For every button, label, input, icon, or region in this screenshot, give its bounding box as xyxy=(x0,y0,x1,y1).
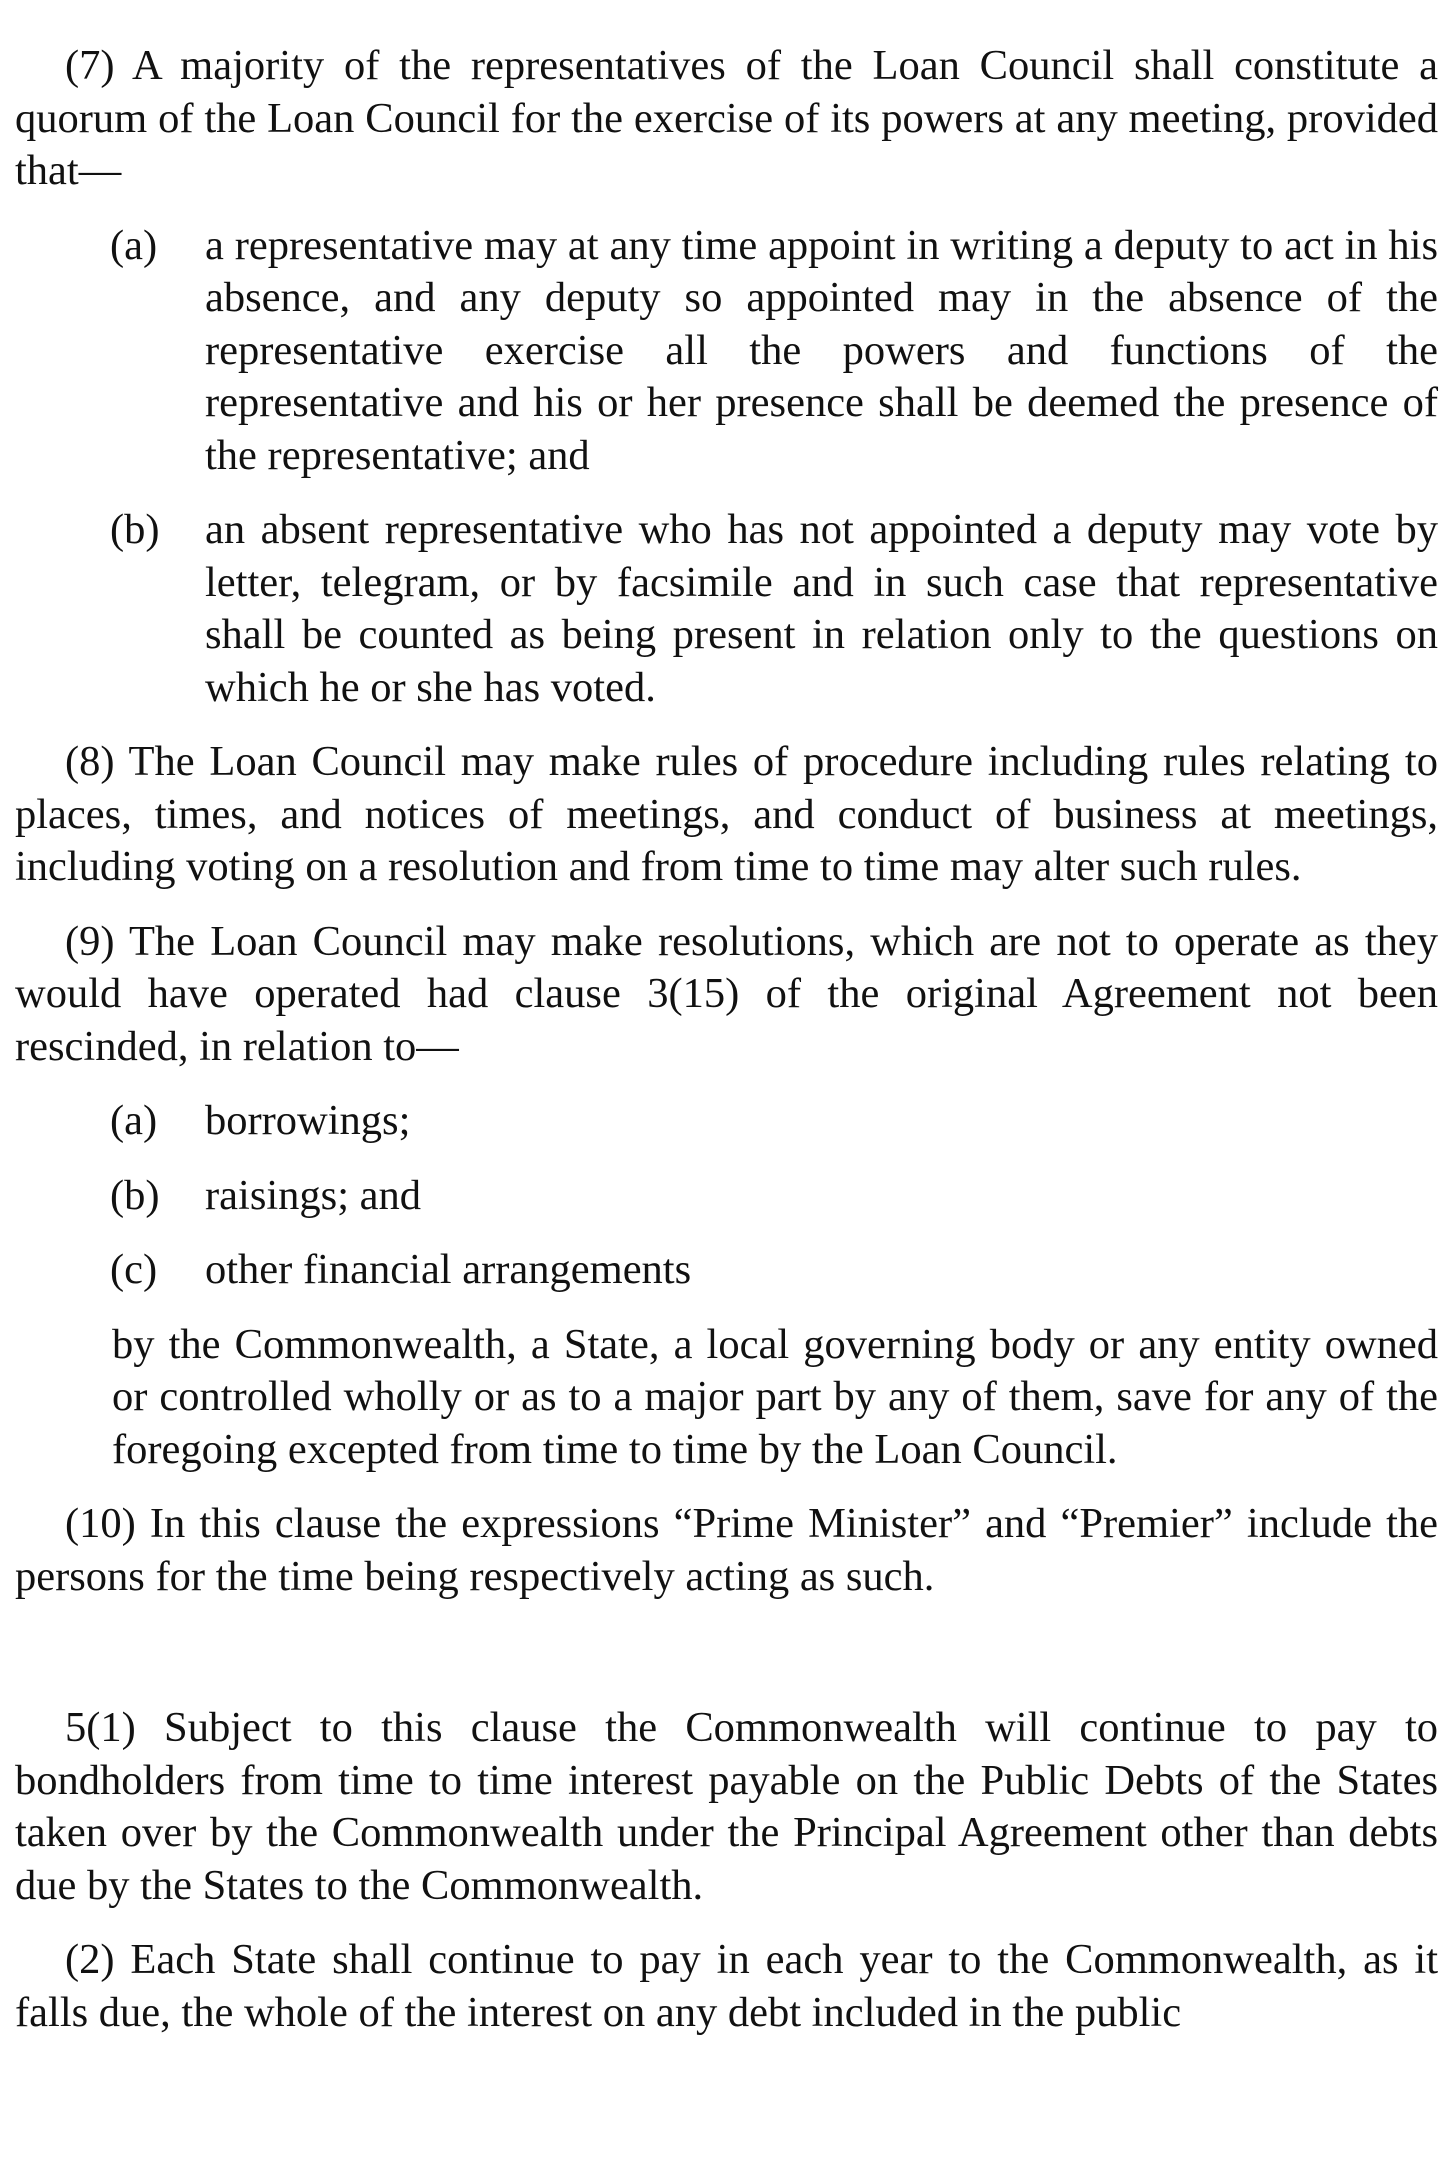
list-item xyxy=(15,1244,1438,1297)
paragraph-7: (7) A majority of the representatives of the Loan Council shall constitute a quorum of the Loan Council for the exercise of its powers at any meeting, provided that— xyxy=(15,42,1438,194)
section-gap xyxy=(15,1603,1438,1702)
item-label: (a) xyxy=(110,221,158,269)
item-text: raisings; and xyxy=(205,1171,422,1219)
paragraph-10: (10) In this clause the expressions “Prime Minister” and “Premier” include the persons for the time being respectively acting as such. xyxy=(15,1500,1438,1600)
item-label: (a) xyxy=(110,1097,158,1144)
item-label: (b) xyxy=(110,506,160,553)
paragraph-9-tail: by the Commonwealth, a State, a local governing body or any entity owned or controlled wholly or as to a major part by any of them, save for any of the foregoing excepted from time to time by the Loan Council. xyxy=(112,1320,1438,1473)
clause-5-paragraph-1: 5(1) Subject to this clause the Commonwealth will continue to pay to bondholders from time to time interest payable on the Public Debts of the States taken over by the Commonwealth under the Principal Agreement other than debts due by the States to the Commonwealth. xyxy=(15,1704,1438,1909)
paragraph-9: (9) The Loan Council may make resolutions, which are not to operate as they would have operated had clause 3(15) of the original Agreement not been rescinded, in relation to— xyxy=(15,917,1438,1070)
item-text: a representative may at any time appoint in writing a deputy to act in his absence, and any deputy so appointed may in the absence of the representative exercise all the powers and functions of the representative and his or her presence shall be deemed the presence of the representative; and xyxy=(205,221,1438,479)
list-item xyxy=(15,504,1438,714)
paragraph-8: (8) The Loan Council may make rules of procedure including rules relating to places, times, and notices of meetings, and conduct of business at meetings, including voting on a resolution and from time to time may alter such rules. xyxy=(15,738,1438,890)
paragraph-9-list xyxy=(15,1095,1438,1297)
item-label: (b) xyxy=(110,1171,160,1219)
list-item xyxy=(15,1095,1438,1148)
item-text: an absent representative who has not appointed a deputy may vote by letter, telegram, or by facsimile and in such case that representative shall be counted as being present in relation only to the questions on which he or she has voted. xyxy=(205,506,1438,711)
paragraph-7-list xyxy=(15,220,1438,715)
list-item xyxy=(15,220,1438,483)
clause-5-paragraph-2: (2) Each State shall continue to pay in each year to the Commonwealth, as it falls due, the whole of the interest on any debt included in the public xyxy=(15,1936,1438,2036)
item-label: (c) xyxy=(110,1246,158,1293)
item-text: borrowings; xyxy=(205,1097,411,1144)
item-text: other financial arrangements xyxy=(205,1246,692,1293)
list-item xyxy=(15,1170,1438,1223)
